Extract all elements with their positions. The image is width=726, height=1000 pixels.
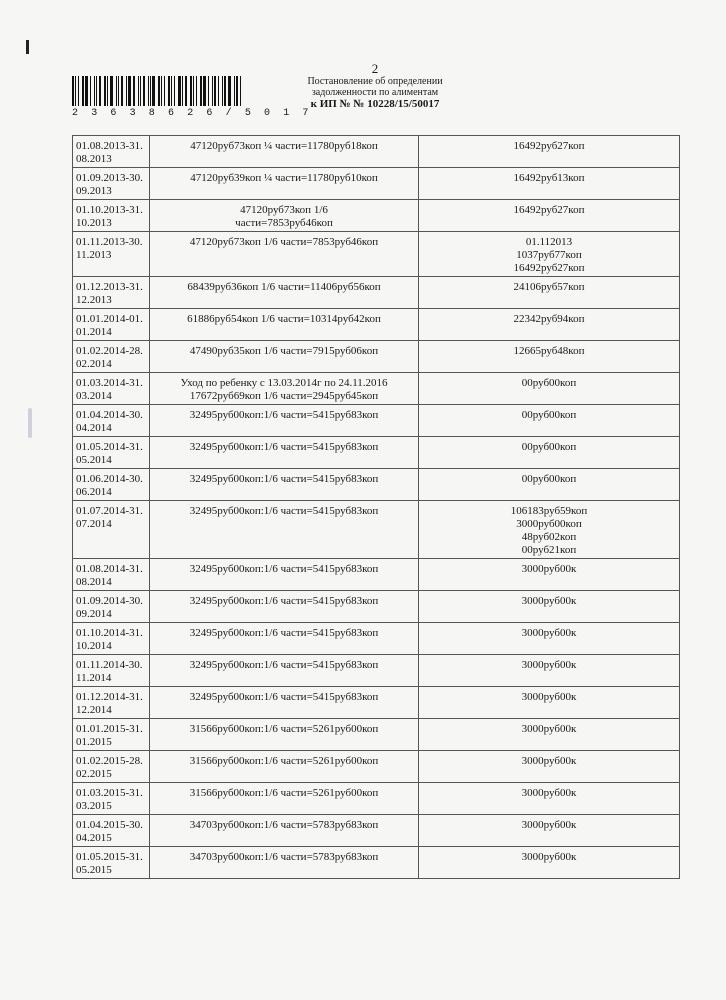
barcode-bar — [126, 76, 127, 106]
table-row — [73, 136, 680, 168]
barcode-bar — [185, 76, 187, 106]
barcode-bar — [171, 76, 172, 106]
header-title-line-2: задолженности по алиментам — [311, 87, 439, 98]
debt-cell: 00руб00коп — [419, 373, 680, 405]
debt-cell: 3000руб00к — [419, 751, 680, 783]
debt-cell: 3000руб00к — [419, 815, 680, 847]
barcode-bar — [72, 76, 74, 106]
calculation-cell: 34703руб00коп:1/6 части=5783руб83коп — [150, 847, 419, 879]
scan-smudge — [28, 408, 32, 438]
barcode-bar — [224, 76, 226, 106]
debt-cell: 01.112013 1037руб77коп 16492руб27коп — [419, 232, 680, 277]
calculation-cell: 31566руб00коп:1/6 части=5261руб00коп — [150, 719, 419, 751]
debt-cell: 3000руб00к — [419, 687, 680, 719]
barcode-bar — [168, 76, 170, 106]
period-cell: 01.12.2014-31. 12.2014 — [73, 687, 150, 719]
barcode-bar — [143, 76, 145, 106]
calculation-cell: 32495руб00коп:1/6 части=5415руб83коп — [150, 687, 419, 719]
calculation-cell: Уход по ребенку с 13.03.2014г по 24.11.2016 17672руб69коп 1/6 части=2945руб45коп — [150, 373, 419, 405]
period-cell: 01.03.2015-31. 03.2015 — [73, 783, 150, 815]
period-cell: 01.04.2015-30. 04.2015 — [73, 815, 150, 847]
barcode-bar — [228, 76, 231, 106]
table-row — [73, 373, 680, 405]
page-number: 2 — [371, 61, 379, 76]
calculation-cell: 47120руб73коп ¼ части=11780руб18коп — [150, 136, 419, 168]
barcode-bar — [222, 76, 223, 106]
calculation-cell: 61886руб54коп 1/6 части=10314руб42коп — [150, 309, 419, 341]
period-cell: 01.04.2014-30. 04.2014 — [73, 405, 150, 437]
barcode-bar — [200, 76, 202, 106]
barcode-bar — [203, 76, 206, 106]
barcode-bar — [218, 76, 219, 106]
barcode-bar — [236, 76, 238, 106]
period-cell: 01.05.2014-31. 05.2014 — [73, 437, 150, 469]
barcode-bar — [90, 76, 91, 106]
calculation-cell: 47120руб73коп 1/6 части=7853руб46коп — [150, 200, 419, 232]
debt-cell: 22342руб94коп — [419, 309, 680, 341]
barcode-bar — [121, 76, 123, 106]
debt-cell: 16492руб13коп — [419, 168, 680, 200]
debt-cell: 00руб00коп — [419, 469, 680, 501]
debt-cell: 3000руб00к — [419, 623, 680, 655]
barcode-bar — [208, 76, 209, 106]
barcode-bar — [164, 76, 165, 106]
barcode-bar — [212, 76, 213, 106]
calculation-cell: 32495руб00коп:1/6 части=5415руб83коп — [150, 591, 419, 623]
barcode-bar — [96, 76, 97, 106]
calculation-cell: 47490руб35коп 1/6 части=7915руб06коп — [150, 341, 419, 373]
barcode-bar — [140, 76, 141, 106]
page-corner-mark — [26, 40, 29, 54]
table-row — [73, 591, 680, 623]
debt-cell: 16492руб27коп — [419, 200, 680, 232]
debt-cell: 12665руб48коп — [419, 341, 680, 373]
period-cell: 01.01.2015-31. 01.2015 — [73, 719, 150, 751]
period-cell: 01.08.2013-31. 08.2013 — [73, 136, 150, 168]
barcode-bar — [82, 76, 84, 106]
table-row — [73, 277, 680, 309]
debt-cell: 16492руб27коп — [419, 136, 680, 168]
table-row — [73, 687, 680, 719]
table-row — [73, 847, 680, 879]
barcode-bar — [138, 76, 139, 106]
barcode-bar — [107, 76, 108, 106]
debt-cell: 24106руб57коп — [419, 277, 680, 309]
debt-cell: 3000руб00к — [419, 783, 680, 815]
table-row — [73, 655, 680, 687]
table-row — [73, 437, 680, 469]
alimony-debt-table — [72, 135, 680, 879]
barcode-bar — [182, 76, 183, 106]
period-cell: 01.08.2014-31. 08.2014 — [73, 559, 150, 591]
period-cell: 01.10.2014-31. 10.2014 — [73, 623, 150, 655]
barcode-bar — [174, 76, 175, 106]
barcode-bar — [78, 76, 79, 106]
barcode-bars — [72, 76, 244, 106]
table-row — [73, 232, 680, 277]
calculation-cell: 32495руб00коп:1/6 части=5415руб83коп — [150, 655, 419, 687]
calculation-cell: 32495руб00коп:1/6 части=5415руб83коп — [150, 437, 419, 469]
barcode-bar — [178, 76, 181, 106]
table-row — [73, 783, 680, 815]
period-cell: 01.03.2014-31. 03.2014 — [73, 373, 150, 405]
period-cell: 01.10.2013-31. 10.2013 — [73, 200, 150, 232]
period-cell: 01.12.2013-31. 12.2013 — [73, 277, 150, 309]
barcode-bar — [148, 76, 149, 106]
barcode-bar — [128, 76, 131, 106]
calculation-cell: 32495руб00коп:1/6 части=5415руб83коп — [150, 559, 419, 591]
table-row — [73, 815, 680, 847]
table-row — [73, 405, 680, 437]
calculation-cell: 47120руб73коп 1/6 части=7853руб46коп — [150, 232, 419, 277]
table-row — [73, 623, 680, 655]
barcode-bar — [94, 76, 95, 106]
barcode-bar — [161, 76, 162, 106]
table-row — [73, 469, 680, 501]
debt-cell: 00руб00коп — [419, 437, 680, 469]
barcode-bar — [133, 76, 135, 106]
period-cell: 01.02.2014-28. 02.2014 — [73, 341, 150, 373]
barcode-bar — [234, 76, 235, 106]
table-row — [73, 559, 680, 591]
barcode-bar — [214, 76, 216, 106]
table-row — [73, 341, 680, 373]
debt-cell: 3000руб00к — [419, 559, 680, 591]
barcode-bar — [99, 76, 101, 106]
calculation-cell: 32495руб00коп:1/6 части=5415руб83коп — [150, 405, 419, 437]
period-cell: 01.01.2014-01. 01.2014 — [73, 309, 150, 341]
debt-cell: 106183руб59коп 3000руб00коп 48руб02коп 00руб21коп — [419, 501, 680, 559]
debt-cell: 00руб00коп — [419, 405, 680, 437]
barcode-bar — [196, 76, 197, 106]
period-cell: 01.11.2013-30. 11.2013 — [73, 232, 150, 277]
period-cell: 01.02.2015-28. 02.2015 — [73, 751, 150, 783]
debt-cell: 3000руб00к — [419, 591, 680, 623]
table-row — [73, 719, 680, 751]
period-cell: 01.06.2014-30. 06.2014 — [73, 469, 150, 501]
period-cell: 01.09.2014-30. 09.2014 — [73, 591, 150, 623]
barcode-bar — [240, 76, 241, 106]
debt-cell: 3000руб00к — [419, 719, 680, 751]
barcode-bar — [104, 76, 106, 106]
calculation-cell: 31566руб00коп:1/6 части=5261руб00коп — [150, 783, 419, 815]
calculation-cell: 31566руб00коп:1/6 части=5261руб00коп — [150, 751, 419, 783]
barcode-bar — [116, 76, 117, 106]
calculation-cell: 32495руб00коп:1/6 части=5415руб83коп — [150, 623, 419, 655]
table-row — [73, 501, 680, 559]
period-cell: 01.09.2013-30. 09.2013 — [73, 168, 150, 200]
header-title-line-1: Постановление об определении — [307, 76, 443, 87]
barcode-bar — [158, 76, 160, 106]
calculation-cell: 68439руб36коп 1/6 части=11406руб56коп — [150, 277, 419, 309]
barcode-bar — [118, 76, 119, 106]
period-cell: 01.05.2015-31. 05.2015 — [73, 847, 150, 879]
table-row — [73, 200, 680, 232]
barcode — [72, 76, 313, 119]
barcode-bar — [193, 76, 194, 106]
document-header — [300, 62, 450, 111]
barcode-digits: 2 3 6 3 8 6 2 6 / 5 0 1 7 — [72, 108, 313, 119]
barcode-bar — [85, 76, 88, 106]
calculation-cell: 47120руб39коп ¼ части=11780руб10коп — [150, 168, 419, 200]
calculation-cell: 34703руб00коп:1/6 части=5783руб83коп — [150, 815, 419, 847]
barcode-bar — [110, 76, 113, 106]
table-row — [73, 168, 680, 200]
table-row — [73, 751, 680, 783]
barcode-bar — [190, 76, 192, 106]
period-cell: 01.11.2014-30. 11.2014 — [73, 655, 150, 687]
barcode-bar — [152, 76, 155, 106]
debt-cell: 3000руб00к — [419, 847, 680, 879]
debt-cell: 3000руб00к — [419, 655, 680, 687]
table-row — [73, 309, 680, 341]
barcode-bar — [75, 76, 76, 106]
barcode-bar — [150, 76, 151, 106]
case-number: к ИП № № 10228/15/50017 — [310, 98, 440, 110]
calculation-cell: 32495руб00коп:1/6 части=5415руб83коп — [150, 469, 419, 501]
period-cell: 01.07.2014-31. 07.2014 — [73, 501, 150, 559]
calculation-cell: 32495руб00коп:1/6 части=5415руб83коп — [150, 501, 419, 559]
